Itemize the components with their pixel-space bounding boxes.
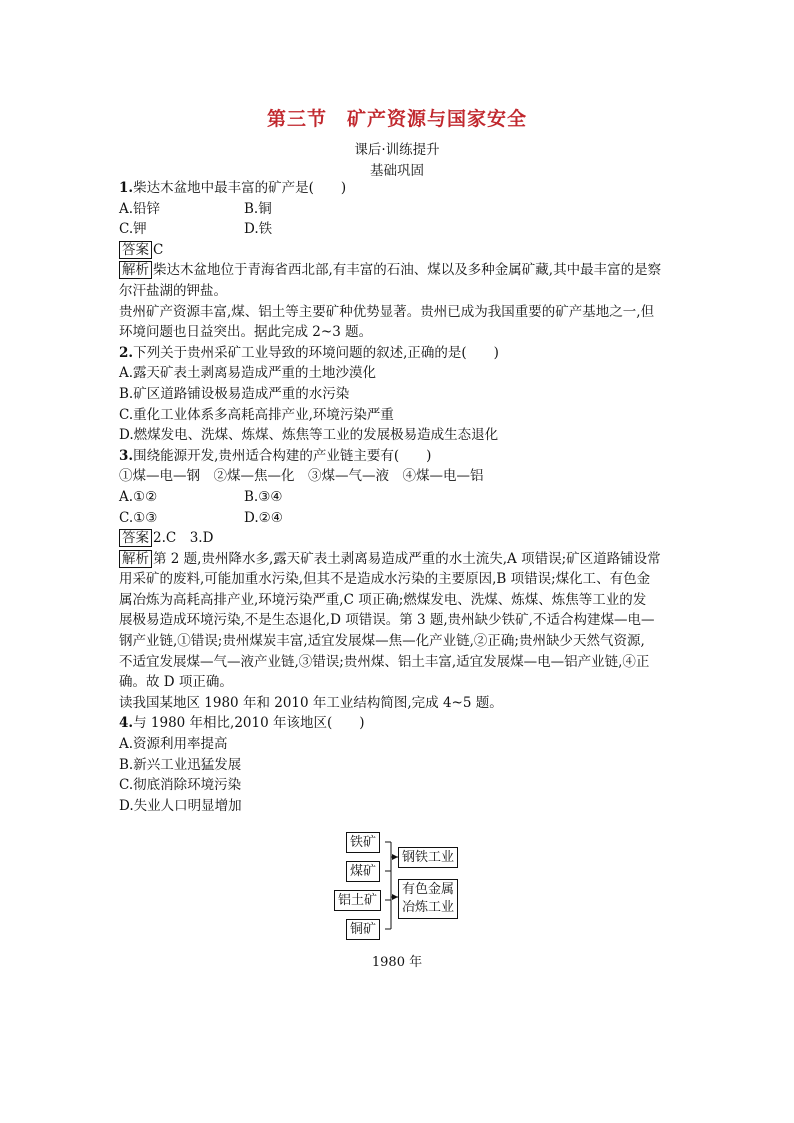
option-a: A.铅锌 [119, 200, 161, 217]
question-1: 1.柴达木盆地中最丰富的矿产是( ) [119, 180, 347, 196]
option-c: C.①③ [119, 509, 158, 526]
q4-option-b: B.新兴工业迅猛发展 [119, 756, 242, 773]
input-iron-ore: 铁矿 [346, 832, 380, 853]
explain-2-3-line6: 不适宜发展煤—气—液产业链,③错误;贵州煤、铝土丰富,适宜发展煤—电—铝产业链,④正 [119, 653, 650, 670]
option-b: B.③④ [244, 488, 283, 505]
answer-2-3: 答案 2.C 3.D [119, 528, 679, 549]
explain-2-3-line3: 属冶炼为高耗高排产业,环境污染严重,C 项正确;燃煤发电、洗煤、炼煤、炼焦等工业的发 [119, 591, 647, 608]
diagram-caption: 1980 年 [371, 955, 423, 970]
input-coal: 煤矿 [346, 861, 380, 882]
output-steel-industry: 钢铁工业 [398, 847, 458, 868]
option-d: D.铁 [244, 221, 273, 238]
q2-option-a: A.露天矿表土剥离易造成严重的土地沙漠化 [119, 365, 377, 382]
input-bauxite: 铝土矿 [334, 890, 381, 911]
subtitle-practice: 课后·训练提升 [354, 142, 440, 158]
question-content [119, 178, 679, 816]
answer-tag: 答案 [119, 529, 152, 547]
output-nonferrous-smelting: 有色金属 冶炼工业 [398, 879, 458, 919]
q3-options-row2 [119, 508, 679, 529]
intro-4-5: 读我国某地区 1980 年和 2010 年工业结构简图,完成 4~5 题。 [119, 694, 503, 711]
q2-option-d: D.燃煤发电、洗煤、炼煤、炼焦等工业的发展极易造成生态退化 [119, 427, 499, 444]
option-d: D.②④ [244, 509, 283, 526]
explain-tag: 解析 [119, 261, 152, 279]
explain-2-3-line7: 确。故 D 项正确。 [119, 674, 233, 691]
option-c: C.钾 [119, 221, 147, 238]
q3-options-row1 [119, 487, 679, 508]
explain-2-3-line1: 解析 第 2 题,贵州降水多,露天矿表土剥离易造成严重的水土流失,A 项错误;矿区道路铺设常 [119, 549, 679, 570]
q2-option-c: C.重化工业体系多高耗高排产业,环境污染严重 [119, 406, 394, 423]
q4-option-a: A.资源利用率提高 [119, 736, 228, 753]
option-a: A.①② [119, 488, 158, 505]
question-4: 4.与 1980 年相比,2010 年该地区( ) [119, 715, 365, 732]
intro-2-3-line2: 环境问题也日益突出。据此完成 2~3 题。 [119, 324, 373, 341]
explain-2-3-line2: 用采矿的废料,可能加重水污染,但其不是造成水污染的主要原因,B 项错误;煤化工、有色金 [119, 571, 651, 588]
question-3: 3.围绕能源开发,贵州适合构建的产业链主要有( ) [119, 447, 432, 464]
intro-2-3-line1: 贵州矿产资源丰富,煤、铝土等主要矿种优势显著。贵州已成为我国重要的矿产基地之一,但 [119, 303, 655, 320]
explain-2-3-line4: 展极易造成环境污染,不是生态退化,D 项错误。第 3 题,贵州缺少铁矿,不适合构建煤—电— [119, 612, 655, 629]
q4-option-d: D.失业人口明显增加 [119, 797, 242, 814]
answer-tag: 答案 [119, 241, 152, 259]
explain-2-3-line5: 钢产业链,①错误;贵州煤炭丰富,适宜发展煤—焦—化产业链,②正确;贵州缺少天然气资源, [119, 633, 645, 650]
question-1-options-row2 [119, 219, 679, 240]
subtitle-basics: 基础巩固 [370, 163, 424, 179]
explain-1-line1: 解析 柴达木盆地位于青海省西北部,有丰富的石油、煤以及多种金属矿藏,其中最丰富的是察 [119, 260, 679, 281]
explain-tag: 解析 [119, 550, 152, 568]
question-1-options-row1 [119, 199, 679, 220]
explain-1-line2: 尔汗盐湖的钾盐。 [119, 282, 227, 299]
q3-items: ①煤—电—钢 ②煤—焦—化 ③煤—气—液 ④煤—电—铝 [119, 468, 484, 485]
question-2: 2.下列关于贵州采矿工业导致的环境问题的叙述,正确的是( ) [119, 344, 499, 361]
section-title: 第三节 矿产资源与国家安全 [266, 108, 527, 130]
q2-option-b: B.矿区道路铺设极易造成严重的水污染 [119, 385, 350, 402]
input-copper: 铜矿 [346, 919, 380, 940]
q4-option-c: C.彻底消除环境污染 [119, 777, 242, 794]
answer-1: 答案 C [119, 240, 679, 261]
option-b: B.铜 [244, 200, 272, 217]
